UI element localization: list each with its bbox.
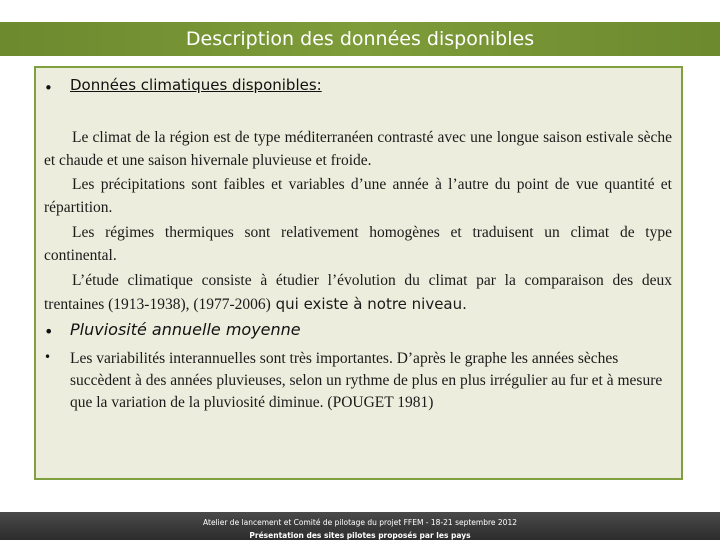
section-heading-rainfall: Pluviosité annuelle moyenne [70,320,301,339]
bullet-marker: • [44,322,54,341]
content-box [34,66,683,480]
slide-title: Description des données disponibles [0,22,720,56]
footer-event-line: Atelier de lancement et Comité de pilotage du projet FFEM - 18-21 septembre 2012 [203,518,517,527]
paragraph-interannual-variability: Les variabilités interannuelles sont très importantes. D’après le graphe les années sèches succèdent à des années pluvieuses, selon un rythme de plus en plus irrégulier au fur et à mesure que la variation de la pluviosité diminue. (POUGET 1981) [70,350,663,411]
paragraph-thermal-regimes: Les régimes thermiques sont relativement homogènes et traduisent un climat de type continental. [44,224,672,264]
bullet-marker: • [44,79,53,97]
footer-bar [0,512,720,540]
paragraph-climate-type: Le climat de la région est de type méditerranéen contrasté avec une longue saison estivale sèche et chaude et une saison hivernale pluvieuse et froide. [44,129,672,169]
sub-bullet-marker: • [44,350,52,364]
paragraph-precipitation: Les précipitations sont faibles et variables d’une année à l’autre du point de vue quantité et répartition. [44,176,672,216]
section-heading-climate-data: Données climatiques disponibles: [70,76,322,94]
footer-subtitle-line: Présentation des sites pilotes proposés par les pays [249,531,471,540]
paragraph-climate-study: L’étude climatique consiste à étudier l’évolution du climat par la comparaison des deux trentaines (1913-1938), (1977-2006) qui existe à notre niveau. [44,272,672,313]
